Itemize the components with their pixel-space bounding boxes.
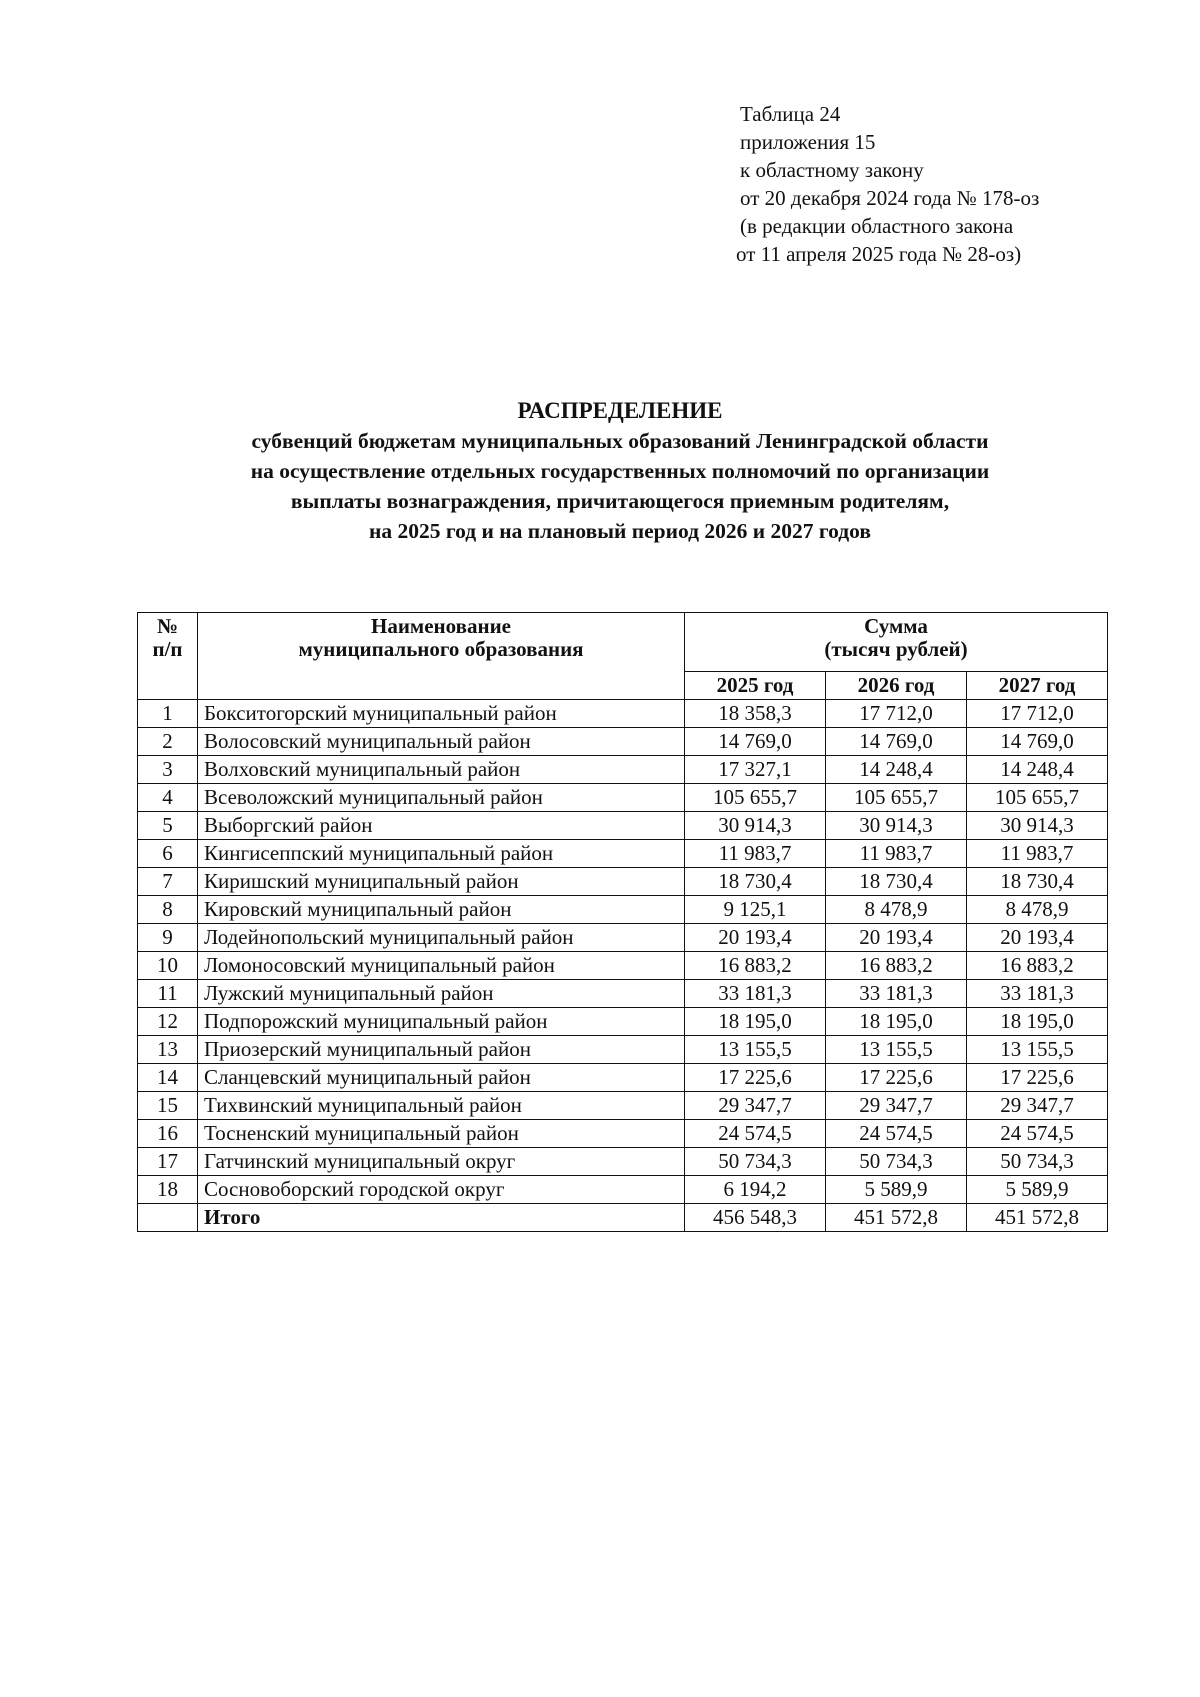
row-value-2026: 18 730,4 bbox=[826, 868, 967, 896]
header-year-2025: 2025 год bbox=[685, 672, 826, 700]
row-value-2025: 13 155,5 bbox=[685, 1036, 826, 1064]
row-value-2025: 17 327,1 bbox=[685, 756, 826, 784]
row-value-2026: 24 574,5 bbox=[826, 1120, 967, 1148]
row-value-2027: 5 589,9 bbox=[967, 1176, 1108, 1204]
table-header-row bbox=[138, 613, 1108, 672]
title-main: РАСПРЕДЕЛЕНИЕ bbox=[517, 398, 723, 423]
row-value-2027: 30 914,3 bbox=[967, 812, 1108, 840]
table-total-row bbox=[138, 1204, 1108, 1232]
distribution-table bbox=[137, 612, 1108, 1232]
row-value-2025: 17 225,6 bbox=[685, 1064, 826, 1092]
header-year-2027: 2027 год bbox=[967, 672, 1108, 700]
header-year-2026: 2026 год bbox=[826, 672, 967, 700]
row-value-2026: 8 478,9 bbox=[826, 896, 967, 924]
row-number: 12 bbox=[138, 1008, 198, 1036]
header-number-line: п/п bbox=[152, 637, 183, 661]
title-line: на осуществление отдельных государственных полномочий по организации bbox=[250, 459, 990, 483]
table-row bbox=[138, 980, 1108, 1008]
table-row bbox=[138, 700, 1108, 728]
attachment-line: Таблица 24 bbox=[740, 102, 841, 126]
row-number: 7 bbox=[138, 868, 198, 896]
table-row bbox=[138, 1064, 1108, 1092]
row-number: 18 bbox=[138, 1176, 198, 1204]
row-number: 14 bbox=[138, 1064, 198, 1092]
total-number bbox=[138, 1204, 198, 1232]
row-value-2027: 33 181,3 bbox=[967, 980, 1108, 1008]
row-number: 5 bbox=[138, 812, 198, 840]
row-value-2026: 13 155,5 bbox=[826, 1036, 967, 1064]
row-number: 2 bbox=[138, 728, 198, 756]
row-municipality: Лужский муниципальный район bbox=[198, 980, 685, 1008]
row-value-2027: 20 193,4 bbox=[967, 924, 1108, 952]
row-value-2025: 9 125,1 bbox=[685, 896, 826, 924]
table-row bbox=[138, 756, 1108, 784]
row-value-2026: 20 193,4 bbox=[826, 924, 967, 952]
row-value-2027: 8 478,9 bbox=[967, 896, 1108, 924]
document-title bbox=[130, 396, 1110, 546]
row-value-2026: 16 883,2 bbox=[826, 952, 967, 980]
row-value-2025: 33 181,3 bbox=[685, 980, 826, 1008]
row-value-2025: 16 883,2 bbox=[685, 952, 826, 980]
table-row bbox=[138, 784, 1108, 812]
row-value-2026: 30 914,3 bbox=[826, 812, 967, 840]
header-name-line: муниципального образования bbox=[298, 637, 584, 661]
header-number-line: № bbox=[156, 614, 179, 638]
row-value-2025: 18 730,4 bbox=[685, 868, 826, 896]
table-row bbox=[138, 1148, 1108, 1176]
title-line: выплаты вознаграждения, причитающегося приемным родителям, bbox=[290, 489, 950, 513]
table-row bbox=[138, 1092, 1108, 1120]
total-value-2026: 451 572,8 bbox=[826, 1204, 967, 1232]
row-municipality: Сосновоборский городской округ bbox=[198, 1176, 685, 1204]
row-value-2026: 14 769,0 bbox=[826, 728, 967, 756]
row-value-2026: 5 589,9 bbox=[826, 1176, 967, 1204]
row-municipality: Подпорожский муниципальный район bbox=[198, 1008, 685, 1036]
row-municipality: Всеволожский муниципальный район bbox=[198, 784, 685, 812]
title-line: субвенций бюджетам муниципальных образований Ленинградской области bbox=[251, 429, 989, 453]
row-number: 13 bbox=[138, 1036, 198, 1064]
attachment-line: к областному закону bbox=[740, 158, 924, 182]
row-value-2026: 11 983,7 bbox=[826, 840, 967, 868]
row-value-2027: 16 883,2 bbox=[967, 952, 1108, 980]
row-value-2025: 18 195,0 bbox=[685, 1008, 826, 1036]
row-value-2025: 29 347,7 bbox=[685, 1092, 826, 1120]
row-municipality: Волосовский муниципальный район bbox=[198, 728, 685, 756]
row-municipality: Выборгский район bbox=[198, 812, 685, 840]
row-value-2027: 50 734,3 bbox=[967, 1148, 1108, 1176]
header-number bbox=[138, 613, 198, 700]
row-value-2026: 50 734,3 bbox=[826, 1148, 967, 1176]
total-label: Итого bbox=[198, 1204, 685, 1232]
row-municipality: Приозерский муниципальный район bbox=[198, 1036, 685, 1064]
row-value-2026: 17 225,6 bbox=[826, 1064, 967, 1092]
row-municipality: Бокситогорский муниципальный район bbox=[198, 700, 685, 728]
attachment-reference bbox=[736, 100, 1040, 268]
row-value-2025: 20 193,4 bbox=[685, 924, 826, 952]
row-value-2027: 24 574,5 bbox=[967, 1120, 1108, 1148]
row-municipality: Ломоносовский муниципальный район bbox=[198, 952, 685, 980]
table-row bbox=[138, 728, 1108, 756]
row-value-2025: 11 983,7 bbox=[685, 840, 826, 868]
row-value-2027: 17 225,6 bbox=[967, 1064, 1108, 1092]
row-value-2025: 30 914,3 bbox=[685, 812, 826, 840]
table-row bbox=[138, 812, 1108, 840]
header-sum-line: (тысяч рублей) bbox=[824, 637, 968, 661]
row-number: 1 bbox=[138, 700, 198, 728]
row-value-2027: 18 195,0 bbox=[967, 1008, 1108, 1036]
row-value-2027: 29 347,7 bbox=[967, 1092, 1108, 1120]
row-municipality: Кировский муниципальный район bbox=[198, 896, 685, 924]
table-row bbox=[138, 840, 1108, 868]
row-value-2027: 13 155,5 bbox=[967, 1036, 1108, 1064]
row-municipality: Гатчинский муниципальный округ bbox=[198, 1148, 685, 1176]
row-municipality: Тосненский муниципальный район bbox=[198, 1120, 685, 1148]
row-value-2026: 33 181,3 bbox=[826, 980, 967, 1008]
row-value-2027: 17 712,0 bbox=[967, 700, 1108, 728]
row-municipality: Лодейнопольский муниципальный район bbox=[198, 924, 685, 952]
row-municipality: Волховский муниципальный район bbox=[198, 756, 685, 784]
row-value-2027: 14 248,4 bbox=[967, 756, 1108, 784]
row-value-2025: 18 358,3 bbox=[685, 700, 826, 728]
row-value-2026: 17 712,0 bbox=[826, 700, 967, 728]
table-row bbox=[138, 868, 1108, 896]
table-row bbox=[138, 896, 1108, 924]
row-value-2026: 14 248,4 bbox=[826, 756, 967, 784]
row-number: 16 bbox=[138, 1120, 198, 1148]
row-municipality: Тихвинский муниципальный район bbox=[198, 1092, 685, 1120]
row-number: 15 bbox=[138, 1092, 198, 1120]
row-value-2025: 24 574,5 bbox=[685, 1120, 826, 1148]
table-row bbox=[138, 1176, 1108, 1204]
header-sum-line: Сумма bbox=[864, 614, 928, 638]
row-municipality: Сланцевский муниципальный район bbox=[198, 1064, 685, 1092]
row-number: 3 bbox=[138, 756, 198, 784]
total-value-2027: 451 572,8 bbox=[967, 1204, 1108, 1232]
title-line: на 2025 год и на плановый период 2026 и 2027 годов bbox=[369, 519, 871, 543]
table-row bbox=[138, 924, 1108, 952]
row-value-2026: 18 195,0 bbox=[826, 1008, 967, 1036]
table-body bbox=[138, 700, 1108, 1232]
table-row bbox=[138, 1120, 1108, 1148]
row-number: 9 bbox=[138, 924, 198, 952]
table-row bbox=[138, 952, 1108, 980]
row-number: 6 bbox=[138, 840, 198, 868]
row-value-2027: 18 730,4 bbox=[967, 868, 1108, 896]
attachment-line: приложения 15 bbox=[740, 130, 876, 154]
row-value-2027: 14 769,0 bbox=[967, 728, 1108, 756]
row-value-2026: 105 655,7 bbox=[826, 784, 967, 812]
attachment-line: от 11 апреля 2025 года № 28-оз) bbox=[736, 242, 1022, 266]
row-value-2026: 29 347,7 bbox=[826, 1092, 967, 1120]
row-number: 11 bbox=[138, 980, 198, 1008]
row-value-2025: 50 734,3 bbox=[685, 1148, 826, 1176]
table-row bbox=[138, 1008, 1108, 1036]
row-municipality: Кингисеппский муниципальный район bbox=[198, 840, 685, 868]
table-row bbox=[138, 1036, 1108, 1064]
header-name bbox=[198, 613, 685, 700]
attachment-line: от 20 декабря 2024 года № 178-оз bbox=[740, 186, 1040, 210]
attachment-line: (в редакции областного закона bbox=[740, 214, 1014, 238]
row-municipality: Киришский муниципальный район bbox=[198, 868, 685, 896]
row-value-2025: 14 769,0 bbox=[685, 728, 826, 756]
total-value-2025: 456 548,3 bbox=[685, 1204, 826, 1232]
row-number: 10 bbox=[138, 952, 198, 980]
row-value-2027: 105 655,7 bbox=[967, 784, 1108, 812]
row-value-2025: 6 194,2 bbox=[685, 1176, 826, 1204]
row-number: 4 bbox=[138, 784, 198, 812]
row-number: 17 bbox=[138, 1148, 198, 1176]
row-value-2027: 11 983,7 bbox=[967, 840, 1108, 868]
row-value-2025: 105 655,7 bbox=[685, 784, 826, 812]
header-sum bbox=[685, 613, 1108, 672]
row-number: 8 bbox=[138, 896, 198, 924]
header-name-line: Наименование bbox=[371, 614, 511, 638]
